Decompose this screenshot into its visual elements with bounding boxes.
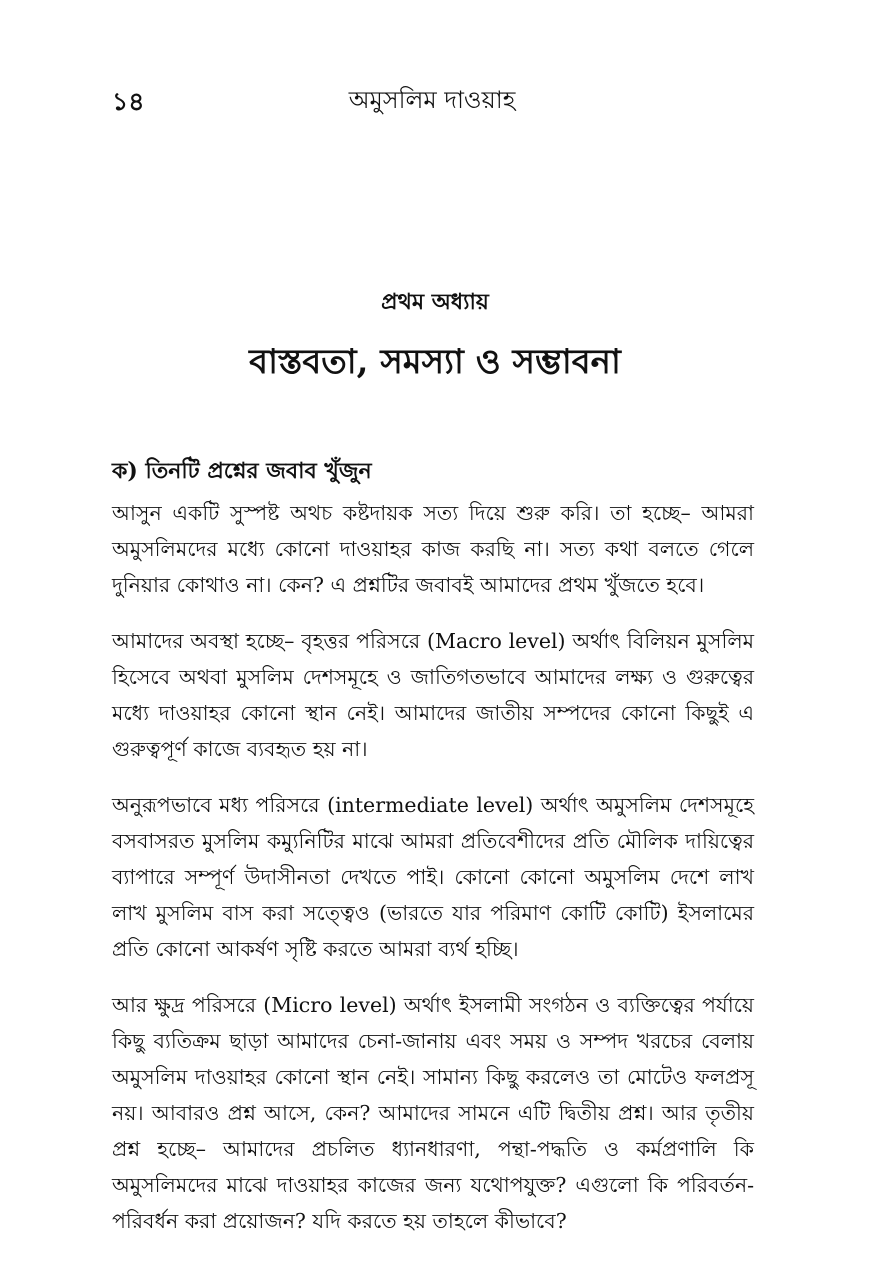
paragraph-3: অনুরূপভাবে মধ্য পরিসরে (intermediate level) অর্থাৎ অমুসলিম দেশসমূহে বসবাসরত মুসলিম কম্যুনিটির মাঝে আমরা প্রতিবেশীদের প্রতি মৌলিক দায়িত্বের ব্যাপারে সম্পূর্ণ উদাসীনতা দেখতে পাই। কোনো কোনো অমুসলিম দেশে লাখ লাখ মুসলিম বাস করা সত্ত্বেও (ভারতে যার পরিমাণ কোটি কোটি) ইসলামের প্রতি কোনো আকর্ষণ সৃষ্টি করতে আমরা ব্যর্থ হচ্ছি।: [112, 793, 754, 961]
paragraph-1: আসুন একটি সুস্পষ্ট অথচ কষ্টদায়ক সত্য দিয়ে শুরু করি। তা হচ্ছে– আমরা অমুসলিমদের মধ্যে কোনো দাওয়াহর কাজ করছি না। সত্য কথা বলতে গেলে দুনিয়ার কোথাও না। কেন? এ প্রশ্নটির জবাবই আমাদের প্রথম খুঁজতে হবে।: [112, 501, 754, 597]
chapter-title: বাস্তবতা, সমস্যা ও সম্ভাবনা: [249, 342, 621, 382]
chapter-label: প্রথম অধ্যায়: [381, 289, 489, 315]
body-content: [112, 455, 754, 1259]
page-number: ১৪: [112, 87, 145, 116]
section-heading: ক) তিনটি প্রশ্নের জবাব খুঁজুন: [112, 458, 372, 484]
running-header: [112, 82, 752, 122]
paragraph-2: আমাদের অবস্থা হচ্ছে– বৃহত্তর পরিসরে (Macro level) অর্থাৎ বিলিয়ন মুসলিম হিসেবে অথবা মুসলিম দেশসমূহে ও জাতিগতভাবে আমাদের লক্ষ্য ও গুরুত্বের মধ্যে দাওয়াহর কোনো স্থান নেই। আমাদের জাতীয় সম্পদের কোনো কিছুই এ গুরুত্বপূর্ণ কাজে ব্যবহৃত হয় না।: [112, 629, 754, 761]
running-title: অমুসলিম দাওয়াহ: [348, 86, 516, 114]
paragraph-4: আর ক্ষুদ্র পরিসরে (Micro level) অর্থাৎ ইসলামী সংগঠন ও ব্যক্তিত্বের পর্যায়ে কিছু ব্যতিক্রম ছাড়া আমাদের চেনা-জানায় এবং সময় ও সম্পদ খরচের বেলায় অমুসলিম দাওয়াহর কোনো স্থান নেই। সামান্য কিছু করলেও তা মোটেও ফলপ্রসূ নয়। আবারও প্রশ্ন আসে, কেন? আমাদের সামনে এটি দ্বিতীয় প্রশ্ন। আর তৃতীয় প্রশ্ন হচ্ছে– আমাদের প্রচলিত ধ্যানধারণা, পন্থা-পদ্ধতি ও কর্মপ্রণালি কি অমুসলিমদের মাঝে দাওয়াহর কাজের জন্য যথোপযুক্ত? এগুলো কি পরিবর্তন-পরিবর্ধন করা প্রয়োজন? যদি করতে হয় তাহলে কীভাবে?: [112, 993, 754, 1233]
